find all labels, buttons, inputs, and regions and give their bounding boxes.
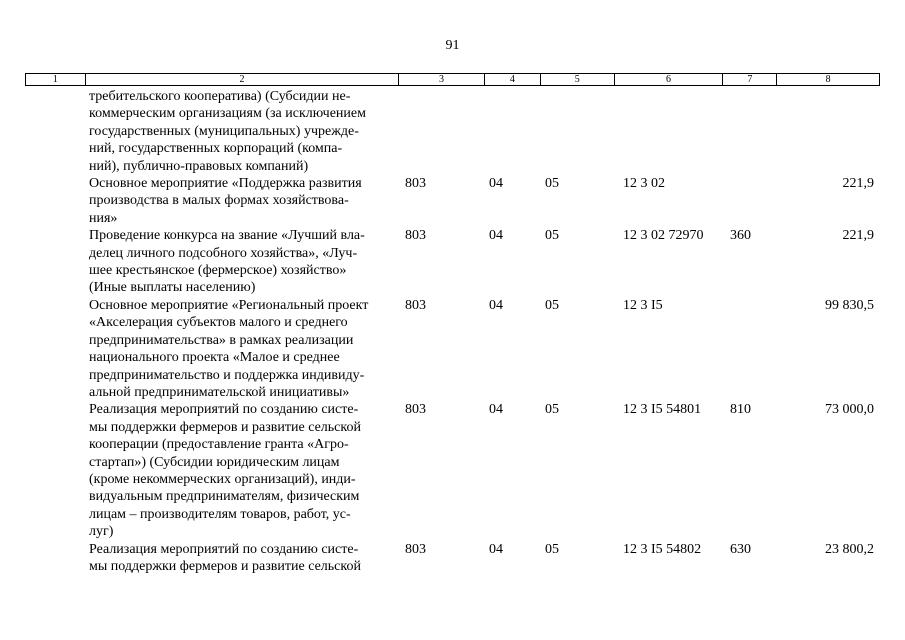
table-body (25, 88, 880, 575)
row-expense-type (724, 175, 778, 227)
row-target-article: 12 3 02 72970 (623, 228, 704, 244)
row-sum (778, 88, 880, 175)
table-row (25, 401, 880, 540)
table-row (25, 175, 880, 227)
row-subsection: 05 (545, 297, 559, 313)
row-section: 04 (489, 228, 503, 244)
header-col-1: 1 (26, 74, 86, 85)
row-target-article (615, 88, 724, 175)
header-col-4: 4 (485, 74, 541, 85)
page-number: 91 (445, 38, 460, 53)
row-sum: 73 000,0 (825, 402, 874, 418)
row-description: Реализация мероприятий по созданию систе- мы поддержки фермеров и развитие сельской (89, 541, 361, 574)
row-description: Реализация мероприятий по созданию систе- мы поддержки фермеров и развитие сельской кооперации (предоставление гранта «Агро- стартап») (Субсидии юридическим лицам (кроме некоммерческих организаций), инди- видуальным предпринимателям, физическим лицам – производителям товаров, работ, ус- луг) (89, 402, 361, 540)
header-col-6: 6 (615, 74, 724, 85)
row-subsection: 05 (545, 228, 559, 244)
row-target-article: 12 3 I5 54802 (623, 541, 702, 557)
row-description: Основное мероприятие «Поддержка развития производства в малых формах хозяйствова- ния» (89, 176, 362, 226)
row-sum: 221,9 (842, 228, 874, 244)
header-col-8: 8 (825, 74, 831, 85)
row-expense-type (724, 297, 778, 401)
row-code: 803 (405, 541, 426, 557)
row-subsection: 05 (545, 541, 559, 557)
header-col-5: 5 (541, 74, 615, 85)
row-subsection: 05 (545, 176, 559, 192)
row-target-article: 12 3 02 (623, 176, 665, 192)
row-section: 04 (489, 297, 503, 313)
row-sum: 23 800,2 (825, 541, 874, 557)
row-expense-type: 360 (730, 228, 751, 244)
table-row (25, 297, 880, 401)
row-sum: 99 830,5 (825, 297, 874, 313)
row-code: 803 (405, 228, 426, 244)
row-expense-type: 810 (730, 402, 751, 418)
table-header (25, 73, 880, 86)
row-subsection (541, 88, 615, 175)
header-col-7: 7 (723, 74, 777, 85)
table-row (25, 227, 880, 297)
row-section: 04 (489, 176, 503, 192)
header-col-3: 3 (399, 74, 485, 85)
row-section: 04 (489, 402, 503, 418)
row-section (485, 88, 541, 175)
row-expense-type: 630 (730, 541, 751, 557)
header-col-2: 2 (86, 74, 399, 85)
row-sum: 221,9 (842, 176, 874, 192)
row-target-article: 12 3 I5 (623, 297, 663, 313)
row-description: Основное мероприятие «Региональный проект «Акселерация субъектов малого и среднего предпринимательства» в рамках реализации национального проекта «Малое и среднее предпринимательство и поддержка индивиду- альной предпринимательской инициативы» (89, 297, 369, 400)
table-row (25, 541, 880, 576)
row-code: 803 (405, 402, 426, 418)
row-code: 803 (405, 176, 426, 192)
row-target-article: 12 3 I5 54801 (623, 402, 702, 418)
row-code: 803 (405, 297, 426, 313)
row-expense-type (724, 88, 778, 175)
row-description: Проведение конкурса на звание «Лучший вла- делец личного подсобного хозяйства», «Луч- шее крестьянское (фермерское) хозяйство» (Иные выплаты населению) (89, 228, 365, 296)
row-code (399, 88, 485, 175)
row-section: 04 (489, 541, 503, 557)
row-subsection: 05 (545, 402, 559, 418)
table-row (25, 88, 880, 175)
row-description: требительского кооператива) (Субсидии не- коммерческим организациям (за исключением государственных (муниципальных) учрежде- ний, государственных корпораций (компа- ний), публично-правовых компаний) (89, 89, 366, 174)
